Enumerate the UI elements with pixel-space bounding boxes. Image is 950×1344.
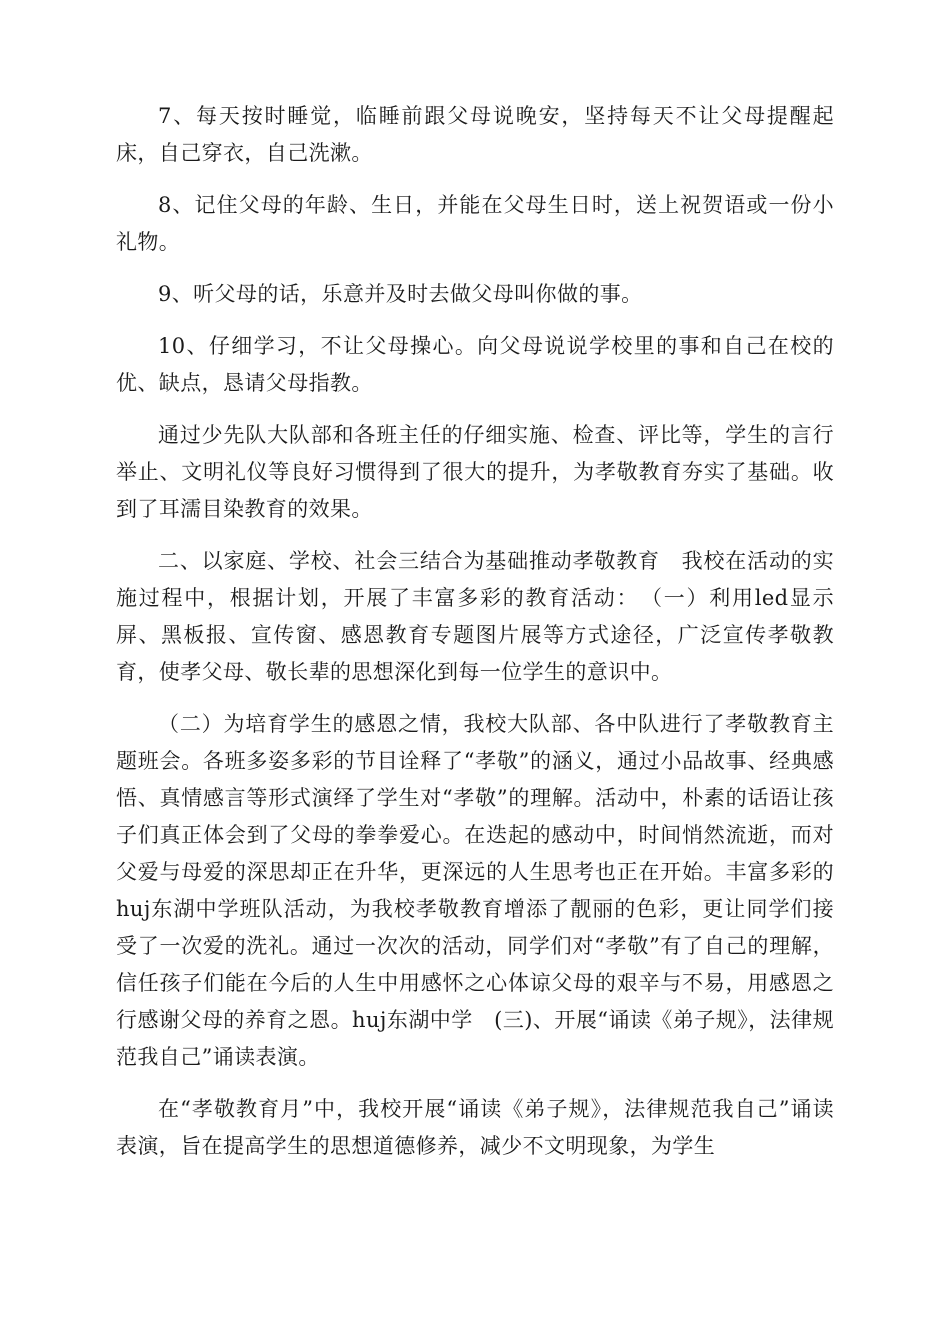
paragraph-summary: 通过少先队大队部和各班主任的仔细实施、检查、评比等，学生的言行举止、文明礼仪等良好习惯得到了很大的提升，为孝敬教育夯实了基础。收到了耳濡目染教育的效果。 bbox=[116, 423, 834, 521]
paragraph-item-9: 9、听父母的话，乐意并及时去做父母叫你做的事。 bbox=[158, 282, 643, 306]
paragraph-class-meeting: （二）为培育学生的感恩之情，我校大队部、各中队进行了孝敬教育主题班会。各班多姿多彩的节目诠释了“孝敬”的涵义，通过小品故事、经典感悟、真情感言等形式演绎了学生对“孝敬”的理解。活动中，朴素的话语让孩子们真正体会到了父母的拳拳爱心。在迭起的感动中，时间悄然流逝，而对父爱与母爱的深思却正在升华，更深远的人生思考也正在开始。丰富多彩的huj东湖中学班队活动，为我校孝敬教育增添了靓丽的色彩，更让同学们接受了一次爱的洗礼。通过一次次的活动，同学们对“孝敬”有了自己的理解，信任孩子们能在今后的人生中用感怀之心体谅父母的艰辛与不易，用感恩之行感谢父母的养育之恩。huj东湖中学 (三)、开展“诵读《弟子规》，法律规范我自己”诵读表演。 bbox=[116, 712, 834, 1069]
paragraph-item-10: 10、仔细学习，不让父母操心。向父母说说学校里的事和自己在校的优、缺点，恳请父母指教。 bbox=[116, 334, 834, 395]
paragraph-recitation: 在“孝敬教育月”中，我校开展“诵读《弟子规》，法律规范我自己”诵读表演，旨在提高学生的思想道德修养，减少不文明现象，为学生 bbox=[116, 1097, 834, 1158]
paragraph-section-two: 二、以家庭、学校、社会三结合为基础推动孝敬教育 我校在活动的实施过程中，根据计划，开展了丰富多彩的教育活动： （一）利用led显示屏、黑板报、宣传窗、感恩教育专题图片展等方式途径，广泛宣传孝敬教育，使孝父母、敬长辈的思想深化到每一位学生的意识中。 bbox=[116, 549, 834, 684]
paragraph-item-7: 7、每天按时睡觉，临睡前跟父母说晚安，坚持每天不让父母提醒起床，自己穿衣，自己洗漱。 bbox=[116, 104, 834, 165]
document-body bbox=[116, 98, 834, 1180]
paragraph-item-8: 8、记住父母的年龄、生日，并能在父母生日时，送上祝贺语或一份小礼物。 bbox=[116, 193, 834, 254]
